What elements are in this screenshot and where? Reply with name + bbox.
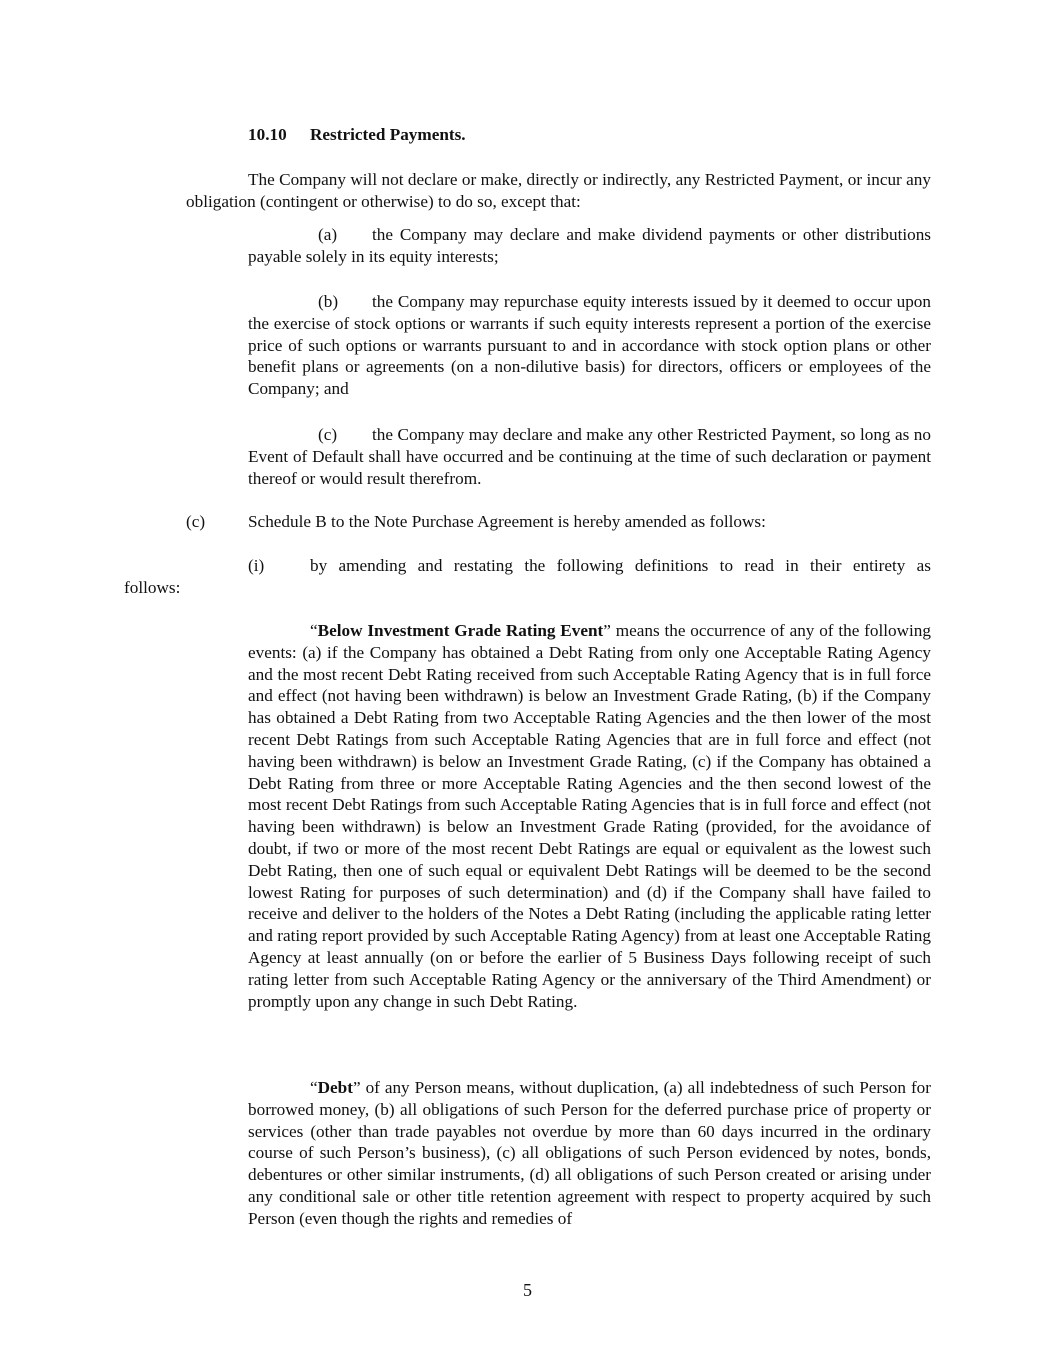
- open-quote: “: [310, 1078, 318, 1097]
- close-quote: ”: [603, 621, 611, 640]
- section-c-text: Schedule B to the Note Purchase Agreement is hereby amended as follows:: [248, 512, 766, 531]
- item-marker: (a): [318, 225, 338, 244]
- intro-paragraph: [186, 169, 931, 213]
- intro-text: The Company will not declare or make, directly or indirectly, any Restricted Payment, or incur any obligation (contingent or otherwise) to do so, except that:: [186, 170, 931, 211]
- definition-text: means the occurrence of any of the following events: (a) if the Company has obtained a Debt Rating from only one Acceptable Rating Agency and the most recent Debt Rating received from such Acceptable Rating Agency that is in full force and effect (not having been withdrawn) is below an Investment Grade Rating, (b) if the Company has obtained a Debt Rating from two Acceptable Rating Agencies and the then lower of the most recent Debt Ratings from such Acceptable Rating Agencies that are in full force and effect (not having been withdrawn) is below an Investment Grade Rating, (c) if the Company has obtained a Debt Rating from three or more Acceptable Rating Agencies and the then second lowest of the most recent Debt Ratings from such Acceptable Rating Agencies that is in full force and effect (not having been withdrawn) is below an Investment Grade Rating (provided, for the avoidance of doubt, if two or more of the most recent Debt Ratings are equal or equivalent as the lowest such Debt Rating, then one of such equal or equivalent Debt Ratings will be deemed to be the second lowest Rating for purposes of such determination) and (d) if the Company shall have failed to receive and deliver to the holders of the Notes a Debt Rating (including the applicable rating letter and rating report provided by such Acceptable Rating Agency) from at least one Acceptable Rating Agency at least annually (on or before the earlier of 5 Business Days following receipt of such rating letter from such Acceptable Rating Agency or the anniversary of the Third Amendment) or promptly upon any change in such Debt Rating.: [248, 621, 931, 1011]
- item-text: the Company may repurchase equity interests issued by it deemed to occur upon the exercise of stock options or warrants if such equity interests represent a portion of the exercise price of such options or warrants pursuant to and in accordance with stock option plans or other benefit plans or agreements (on a non-dilutive basis) for directors, officers or employees of the Company; and: [248, 292, 931, 399]
- definition-paragraph: [248, 1077, 931, 1230]
- sub-i-text: by amending and restating the following definitions to read in their entirety as: [310, 556, 931, 575]
- sub-i-continuation: follows:: [124, 578, 181, 597]
- section-title: Restricted Payments.: [310, 125, 466, 144]
- section-heading: [248, 124, 466, 146]
- defined-term: Debt: [317, 1078, 353, 1097]
- item-text: the Company may declare and make any other Restricted Payment, so long as no Event of Default shall have occurred and be continuing at the time of such declaration or payment thereof or would result therefrom.: [248, 425, 931, 488]
- sub-i-marker: (i): [248, 556, 265, 575]
- list-item: [248, 224, 931, 268]
- item-text: the Company may declare and make dividend payments or other distributions payable solely in its equity interests;: [248, 225, 931, 266]
- close-quote: ”: [352, 1078, 361, 1097]
- list-item: [248, 291, 931, 400]
- defined-term: Below Investment Grade Rating Event: [317, 621, 604, 640]
- list-item: [248, 424, 931, 489]
- section-number: 10.10: [248, 125, 287, 144]
- section-c-marker: (c): [186, 512, 206, 531]
- page-number: 5: [523, 1280, 532, 1300]
- open-quote: “: [310, 621, 318, 640]
- definition-text: of any Person means, without duplication, (a) all indebtedness of such Person for borrowed money, (b) all obligations of such Person for the deferred purchase price of property or services (other than trade payables not overdue by more than 60 days incurred in the ordinary course of such Person’s business), (c) all obligations of such Person evidenced by notes, bonds, debentures or other similar instruments, (d) all obligations of such Person created or arising under any conditional sale or other title retention agreement with respect to property acquired by such Person (even though the rights and remedies of: [248, 1078, 931, 1228]
- item-marker: (c): [318, 425, 338, 444]
- definition-paragraph: [248, 620, 931, 1012]
- item-marker: (b): [318, 292, 339, 311]
